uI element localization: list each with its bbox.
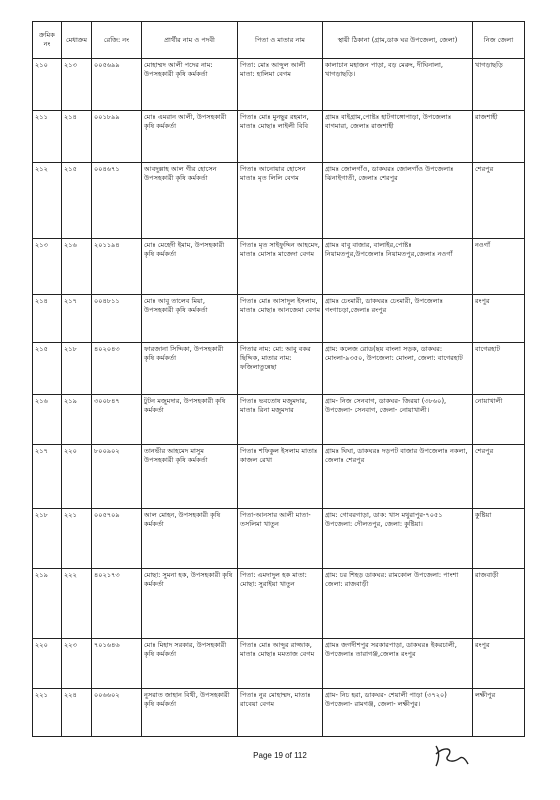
cell-district: লক্ষীপুর bbox=[473, 689, 525, 737]
table-row bbox=[33, 445, 525, 509]
cell-parents: পিতাঃ মৃত সাইফুদ্দিন আহমেদ, মাতাঃ মোসাঃ মাজেদা বেগম bbox=[238, 239, 323, 295]
cell-reg: ০০৪৮১১ bbox=[92, 295, 142, 343]
cell-name: ফারজানা সিদ্দিকা, উপসহকারী কৃষি কর্মকর্তা bbox=[142, 343, 238, 395]
cell-name: আবদুল্লাহ আল গীর হোসেন উপসহকারী কৃষি কর্মকর্তা bbox=[142, 163, 238, 239]
cell-serial: ২১৮ bbox=[33, 509, 62, 569]
cell-district: রংপুর bbox=[473, 639, 525, 689]
cell-address: গ্রামঃ ঘিঘা, ডাকঘরঃ দড়পট বাজার উপজেলাঃ নকলা, জেলাঃ শেরপুর bbox=[323, 445, 473, 509]
cell-district: শেরপুর bbox=[473, 445, 525, 509]
cell-reg: ০০১৮৯৯ bbox=[92, 111, 142, 163]
cell-serial: ২১৩ bbox=[33, 239, 62, 295]
cell-district: শেরপুর bbox=[473, 163, 525, 239]
cell-parents: পিতাঃ মোঃ মুনছুর রহমান, মাতাঃ মোছাঃ লাইলী বিবি bbox=[238, 111, 323, 163]
cell-reg: ০০৬৬০২ bbox=[92, 689, 142, 737]
cell-merit: ২২৪ bbox=[62, 689, 92, 737]
cell-district: কুষ্টিয়া bbox=[473, 509, 525, 569]
table-row bbox=[33, 395, 525, 445]
cell-parents: পিতা-আনসার আলী মাতা-তসলিমা খাতুন bbox=[238, 509, 323, 569]
cell-serial: ২১৬ bbox=[33, 395, 62, 445]
cell-parents: পিতাঃ আনোয়ার হোসেন মাতাঃ মৃত লিলি বেগম bbox=[238, 163, 323, 239]
cell-district: বাগেরহাট bbox=[473, 343, 525, 395]
cell-reg: ২০১১৯৪ bbox=[92, 239, 142, 295]
cell-reg: ৩০০৮৪৭ bbox=[92, 395, 142, 445]
header-district: নিজ জেলা bbox=[473, 22, 525, 59]
cell-district: নোয়াখালী bbox=[473, 395, 525, 445]
cell-parents: পিতাঃ মোঃ আব্দুর রাজ্জাক, মাতাঃ মোছাঃ মমতাজ বেগম bbox=[238, 639, 323, 689]
cell-parents: পিতাঃ ভবতোষ মজুমদার, মাতাঃ রিনা মজুমদার bbox=[238, 395, 323, 445]
cell-parents: পিতার নাম: মো: আবু বকর ছিদ্দিক, মাতার নাম: ফজিলাতুন্নেছা bbox=[238, 343, 323, 395]
candidate-table bbox=[32, 21, 525, 737]
table-row bbox=[33, 569, 525, 639]
cell-serial: ২১০ bbox=[33, 59, 62, 111]
cell-merit: ২২০ bbox=[62, 445, 92, 509]
cell-address: গ্রামঃ বাবু বাজার, বালাইর,পোষ্টঃ নিয়ামতপুর,উপজেলাঃ নিয়ামতপুর,জেলাঃ নওগাঁ bbox=[323, 239, 473, 295]
cell-reg: ০০৪৬৭১ bbox=[92, 163, 142, 239]
cell-name: মোঃ মিহাদ সরকার, উপসহকারী কৃষি কর্মকর্তা bbox=[142, 639, 238, 689]
cell-name: তানভীর আহমেদ মাসুম উপসহকারী কৃষি কর্মকর্তা bbox=[142, 445, 238, 509]
table-row bbox=[33, 639, 525, 689]
cell-merit: ২১৪ bbox=[62, 111, 92, 163]
table-header-row bbox=[33, 22, 525, 59]
cell-parents: পিতা: মোঃ আব্দুল আলী মাতা: হালিমা বেগম bbox=[238, 59, 323, 111]
table-body bbox=[33, 59, 525, 737]
table-row bbox=[33, 509, 525, 569]
cell-address: গ্রাম- নিচ হরা, ডাকঘর- শেয়ালী পাড়া (৩৭২০) উপজেলা- রামগঞ্জ, জেলা- লক্ষীপুর। bbox=[323, 689, 473, 737]
cell-reg: ০০৫৬৯৯ bbox=[92, 59, 142, 111]
cell-serial: ২১৫ bbox=[33, 343, 62, 395]
cell-parents: পিতাঃ নুর মোহাম্মদ, মাতাঃ রাবেয়া বেগম bbox=[238, 689, 323, 737]
cell-merit: ২২২ bbox=[62, 569, 92, 639]
cell-merit: ২১৬ bbox=[62, 239, 92, 295]
cell-serial: ২১৭ bbox=[33, 445, 62, 509]
cell-serial: ২২১ bbox=[33, 689, 62, 737]
cell-district: রাজবাড়ী bbox=[473, 569, 525, 639]
cell-name: নুসরাত জাহান বিথী, উপসহকারী কৃষি কর্মকর্তা bbox=[142, 689, 238, 737]
signature-mark bbox=[430, 742, 470, 768]
header-merit: মেধাক্রম bbox=[62, 22, 92, 59]
table-row bbox=[33, 163, 525, 239]
table-row bbox=[33, 295, 525, 343]
cell-address: গ্রামঃ জোলগাঁও, ডাকঘরঃ জোলগাঁও উপজেলাঃ ঝিনাইগাতী, জেলাঃ শেরপুর bbox=[323, 163, 473, 239]
cell-merit: ২১৭ bbox=[62, 295, 92, 343]
cell-merit: ২১৯ bbox=[62, 395, 92, 445]
cell-address: গ্রাম: চর শিহড় ডাকঘর: রামকোল উপজেলা: পাংশা জেলা: রাজবাড়ী bbox=[323, 569, 473, 639]
table-row bbox=[33, 343, 525, 395]
cell-reg: ৪০২১৭৩ bbox=[92, 569, 142, 639]
cell-serial: ২১২ bbox=[33, 163, 62, 239]
cell-name: মোঃ আবু তালেব মিয়া, উপসহকারী কৃষি কর্মকর্তা bbox=[142, 295, 238, 343]
cell-reg: ৭০১৬৪৬ bbox=[92, 639, 142, 689]
page-number: Page 19 of 112 bbox=[253, 751, 307, 760]
cell-address: গ্রাম- নিজ সেনবাগ, ডাকঘর- জিরয়া (৩৮৬০), উপজেলা- সেনবাগ, জেলা- নোয়াখালী। bbox=[323, 395, 473, 445]
cell-name: মোছা: সুমনা হক, উপসহকারী কৃষি কর্মকর্তা bbox=[142, 569, 238, 639]
cell-name: টুটন মজুমদার, উপসহকারী কৃষি কর্মকর্তা bbox=[142, 395, 238, 445]
cell-district: খাগড়াছড়ি bbox=[473, 59, 525, 111]
cell-name: মোহাম্মদ আলী পদের নাম: উপসহকারী কৃষি কর্মকর্তা bbox=[142, 59, 238, 111]
cell-merit: ২১৫ bbox=[62, 163, 92, 239]
cell-reg: ৮০০৯০২ bbox=[92, 445, 142, 509]
cell-serial: ২১৪ bbox=[33, 295, 62, 343]
cell-name: আল মোহন, উপসহকারী কৃষি কর্মকর্তা bbox=[142, 509, 238, 569]
cell-address: গ্রাম: গোবরগাড়া, ডাক: খাস মথুরাপুর-৭০৫১ উপজেলা: দৌলতপুর, জেলা: কুষ্টিয়া। bbox=[323, 509, 473, 569]
cell-name: মোঃ মেহেদী ইমাম, উপসহকারী কৃষি কর্মকর্তা bbox=[142, 239, 238, 295]
header-address: স্থায়ী ঠিকানা (গ্রাম,ডাক ঘর উপজেলা, জেলা) bbox=[323, 22, 473, 59]
cell-parents: পিতাঃ শফিকুল ইসলাম মাতাঃ কাজল রেখা bbox=[238, 445, 323, 509]
cell-address: কালাচান মহাজন পাড়া, বড় মেরুং, দীঘিনালা, খাগড়াছড়ি। bbox=[323, 59, 473, 111]
cell-serial: ২২০ bbox=[33, 639, 62, 689]
table-row bbox=[33, 239, 525, 295]
header-parents: পিতা ও মাতার নাম bbox=[238, 22, 323, 59]
cell-district: নওগাঁ bbox=[473, 239, 525, 295]
header-name: প্রার্থীর নাম ও পদবী bbox=[142, 22, 238, 59]
cell-address: গ্রামঃ জগদীশপুর সরকারপাড়া, ডাকঘরঃ ইকরচালী, উপজেলাঃ তারাগঞ্জ,জেলাঃ রংপুর bbox=[323, 639, 473, 689]
cell-serial: ২১১ bbox=[33, 111, 62, 163]
table-row bbox=[33, 689, 525, 737]
cell-reg: ০০৫৭০৯ bbox=[92, 509, 142, 569]
header-reg: রেজি: নং bbox=[92, 22, 142, 59]
cell-merit: ২১৮ bbox=[62, 343, 92, 395]
cell-address: গ্রামঃ বাইগ্রাম,পোষ্টঃ হাটগাঙ্গোপাড়া, উপজেলাঃ বাগমারা, জেলাঃ রাজশাহী bbox=[323, 111, 473, 163]
cell-merit: ২২৩ bbox=[62, 639, 92, 689]
cell-serial: ২১৯ bbox=[33, 569, 62, 639]
cell-name: মোঃ এমরান আলী, উপসহকারী কৃষি কর্মকর্তা bbox=[142, 111, 238, 163]
table-row bbox=[33, 59, 525, 111]
cell-district: রংপুর bbox=[473, 295, 525, 343]
cell-district: রাজশাহী bbox=[473, 111, 525, 163]
cell-reg: ৪০২০৪৩ bbox=[92, 343, 142, 395]
cell-address: গ্রাম: কলেজ রোড(ছয় বাংলা সড়ক, ডাকঘর: মোংলা-৯৩৫০, উপজেলা: মোংলা, জেলা: বাগেরহাট bbox=[323, 343, 473, 395]
cell-merit: ২১৩ bbox=[62, 59, 92, 111]
cell-address: গ্রামঃ চেংমারী, ডাকঘরঃ চেংমারী, উপজেলাঃ গংগাচড়া,জেলাঃ রংপুর bbox=[323, 295, 473, 343]
table-row bbox=[33, 111, 525, 163]
cell-parents: পিতাঃ মোঃ আসাদুল ইসলাম, মাতাঃ মোছাঃ আনজেমা বেগম bbox=[238, 295, 323, 343]
cell-parents: পিতা: এমদাদুল হক মাতা: মোছা: সুরাইয়া খাতুন bbox=[238, 569, 323, 639]
cell-merit: ২২১ bbox=[62, 509, 92, 569]
header-serial: ক্রমিক নং bbox=[33, 22, 62, 59]
